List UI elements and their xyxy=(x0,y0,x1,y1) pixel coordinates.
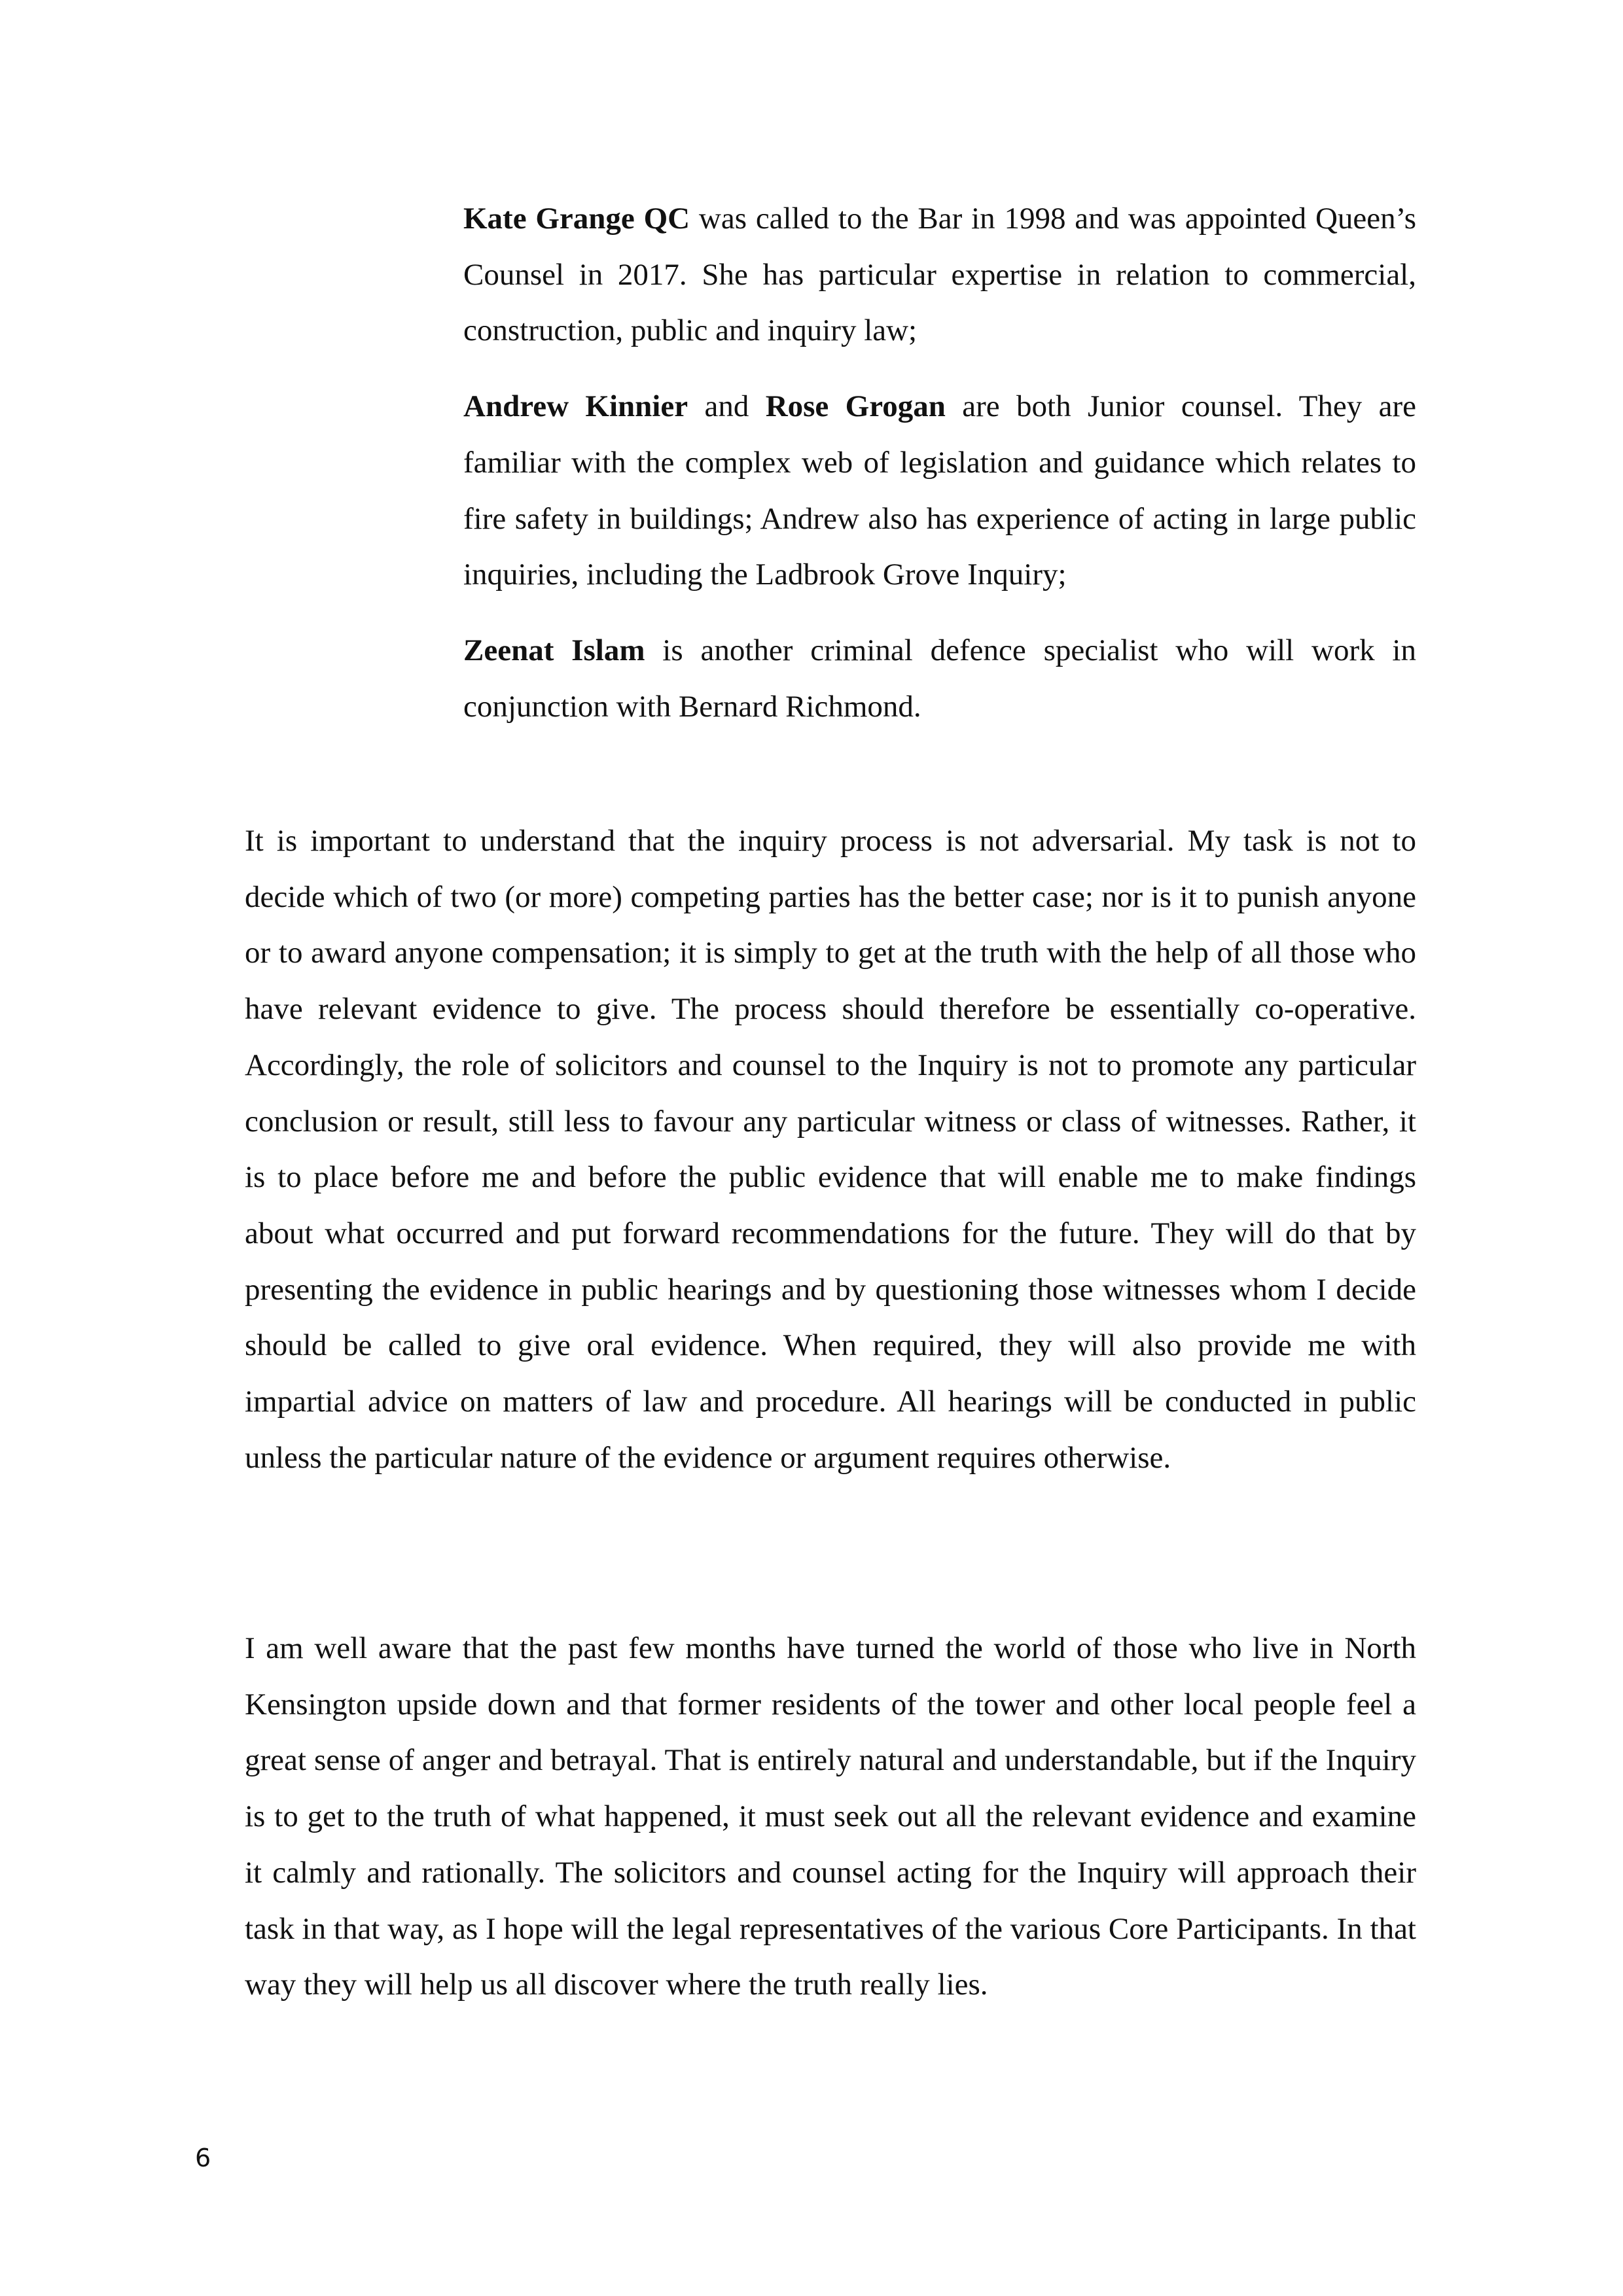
counsel-entry-zeenat-islam xyxy=(463,623,1416,735)
counsel-list xyxy=(463,191,1416,754)
counsel-name: Rose Grogan xyxy=(765,389,946,424)
paragraph-inquiry-process: It is important to understand that the inquiry process is not adversarial. My task is not to decide which of two (or more) competing parties has the better case; nor is it to punish anyone or to award anyone compensation; it is simply to get at the truth with the help of all those who have relevant evidence to give. The process should therefore be essentially co-operative. Accordingly, the role of solicitors and counsel to the Inquiry is not to promote any particular conclusion or result, still less to favour any particular witness or class of witnesses. Rather, it is to place before me and before the public evidence that will enable me to make findings about what occurred and put forward recommendations for the future. They will do that by presenting the evidence in public hearings and by questioning those witnesses whom I decide should be called to give oral evidence. When required, they will also provide me with impartial advice on matters of law and procedure. All hearings will be conducted in public unless the particular nature of the evidence or argument requires otherwise. xyxy=(245,824,1416,1475)
counsel-entry-kinnier-grogan xyxy=(463,379,1416,603)
counsel-name: Kate Grange QC xyxy=(463,202,690,236)
page-number: 6 xyxy=(195,2144,211,2172)
paragraph-north-kensington: I am well aware that the past few months have turned the world of those who live in North Kensington upside down and that former residents of the tower and other local people feel a great sense of anger and betrayal. That is entirely natural and understandable, but if the Inquiry is to get to the truth of what happened, it must seek out all the relevant evidence and examine it calmly and rationally. The solicitors and counsel acting for the Inquiry will approach their task in that way, as I hope will the legal representatives of the various Core Participants. In that way they will help us all discover where the truth really lies. xyxy=(245,1631,1416,2002)
counsel-description: is another criminal defence specialist who will work in conjunction with Bernard Richmond. xyxy=(463,633,1416,724)
counsel-entry-kate-grange xyxy=(463,191,1416,359)
counsel-name: Andrew Kinnier xyxy=(463,389,688,424)
counsel-connector: and xyxy=(688,389,766,424)
counsel-description: are both Junior counsel. They are familiar with the complex web of legislation and guidance which relates to fire safety in buildings; Andrew also has experience of acting in large public inquiries, including the Ladbrook Grove Inquiry; xyxy=(463,389,1416,592)
counsel-description: was called to the Bar in 1998 and was appointed Queen’s Counsel in 2017. She has particular expertise in relation to commercial, construction, public and inquiry law; xyxy=(463,202,1416,348)
counsel-name: Zeenat Islam xyxy=(463,633,645,667)
